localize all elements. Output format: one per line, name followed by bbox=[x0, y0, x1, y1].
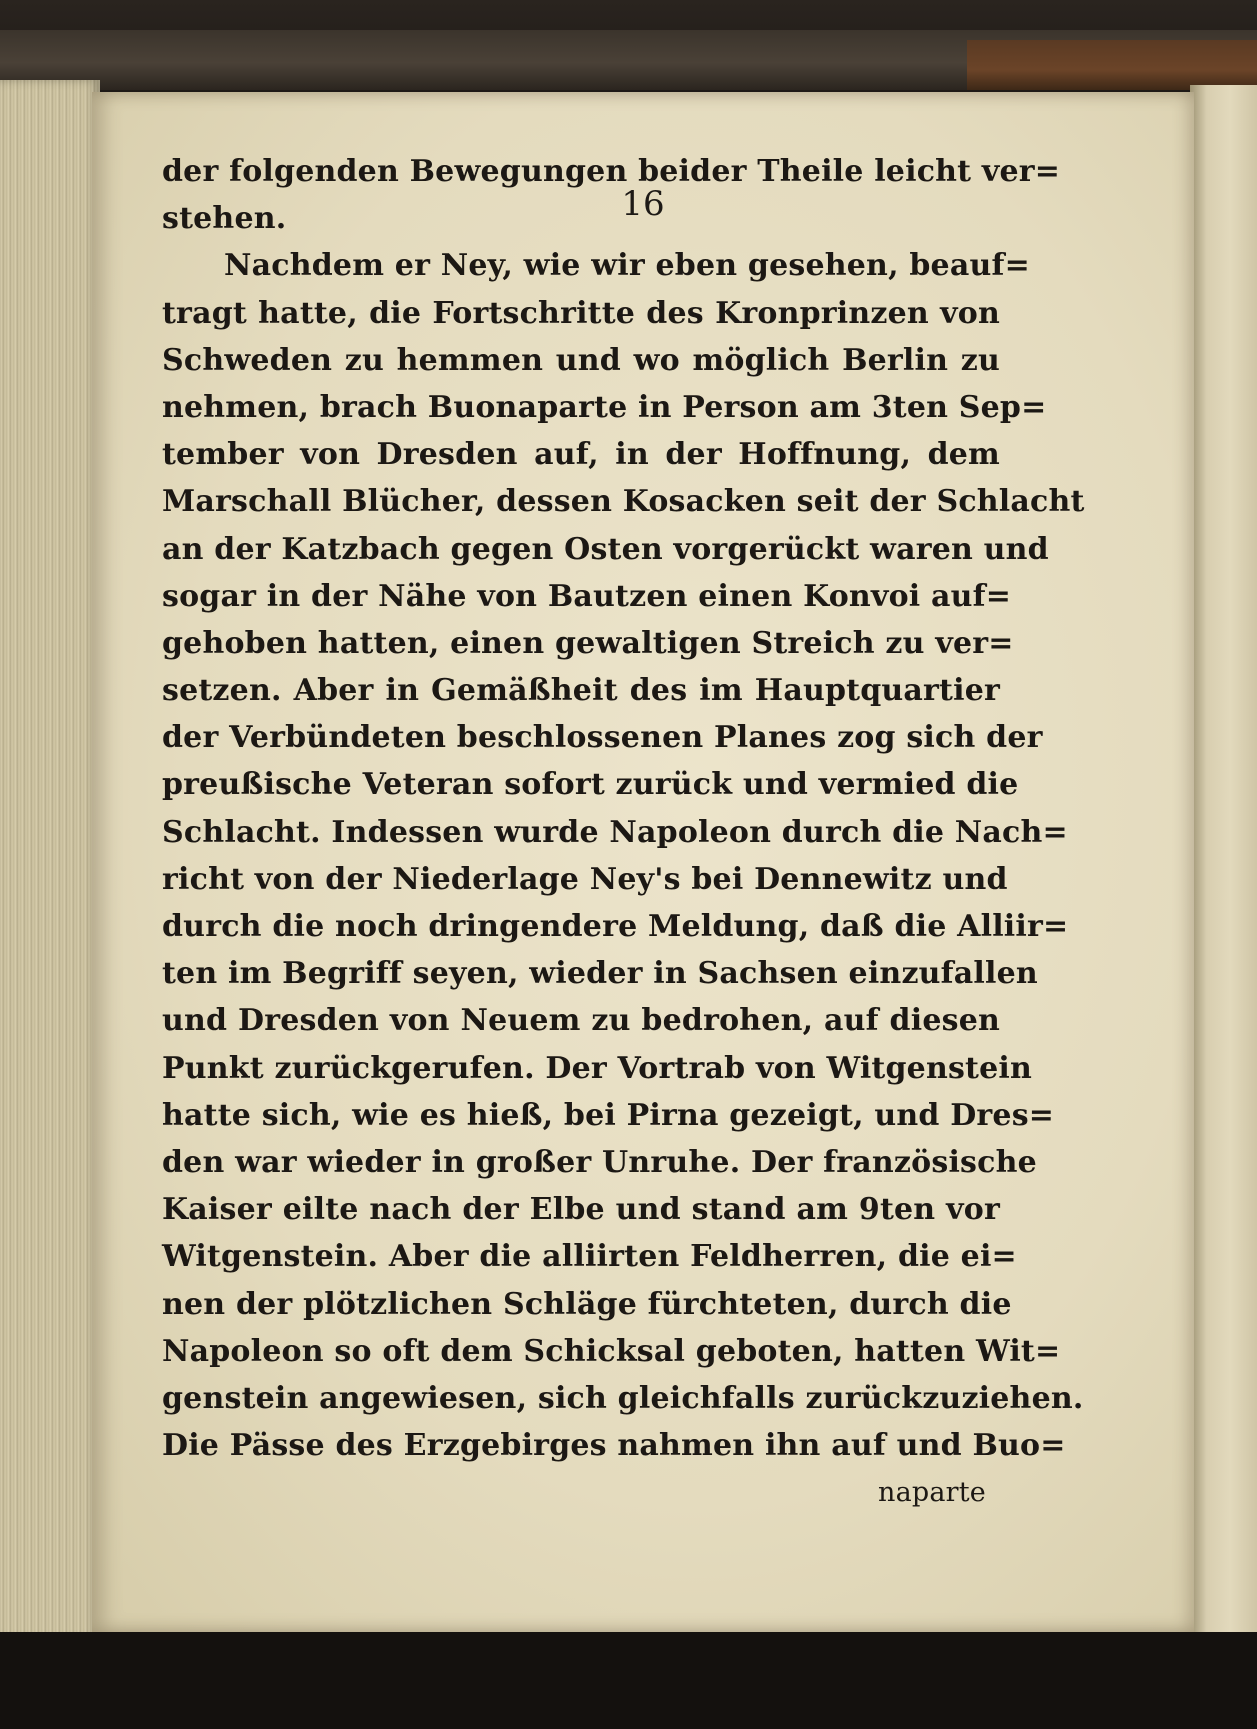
text-line: den war wieder in großer Unruhe. Der französische bbox=[162, 1144, 1037, 1180]
text-line: Witgenstein. Aber die alliirten Feldherren, die ei= bbox=[162, 1239, 1017, 1275]
text-line: richt von der Niederlage Ney's bei Dennewitz und bbox=[162, 861, 1008, 897]
text-line: stehen. bbox=[162, 201, 287, 237]
text-line: Punkt zurückgerufen. Der Vortrab von Witgenstein bbox=[162, 1050, 1033, 1086]
text-line: Die Pässe des Erzgebirges nahmen ihn auf und Buo= bbox=[162, 1428, 1066, 1464]
text-line: Nachdem er Ney, wie wir eben gesehen, beauf= bbox=[224, 248, 1030, 284]
text-line: Napoleon so oft dem Schicksal geboten, hatten Wit= bbox=[162, 1333, 1061, 1369]
text-line: tragt hatte, die Fortschritte des Kronprinzen von bbox=[162, 295, 1000, 331]
text-line: Kaiser eilte nach der Elbe und stand am 9ten vor bbox=[162, 1192, 1000, 1228]
text-line: genstein angewiesen, sich gleichfalls zurückzuziehen. bbox=[162, 1380, 1084, 1416]
text-line: preußische Veteran sofort zurück und vermied die bbox=[162, 767, 1019, 803]
text-line: der folgenden Bewegungen beider Theile leicht ver= bbox=[162, 154, 1061, 189]
page-block-edges bbox=[0, 80, 100, 1640]
text-line: durch die noch dringendere Meldung, daß die Alliir= bbox=[162, 909, 1069, 944]
adjacent-page-edge bbox=[1190, 85, 1257, 1645]
text-line: hatte sich, wie es hieß, bei Pirna gezeigt, und Dres= bbox=[162, 1097, 1055, 1133]
text-line: setzen. Aber in Gemäßheit des im Hauptquartier bbox=[162, 673, 1000, 709]
catchword: naparte bbox=[877, 1477, 986, 1509]
text-line: nen der plötzlichen Schläge fürchteten, durch die bbox=[162, 1286, 1012, 1322]
text-line: gehoben hatten, einen gewaltigen Streich zu ver= bbox=[162, 625, 1014, 661]
text-line: Schweden zu hemmen und wo möglich Berlin zu bbox=[162, 342, 1000, 378]
text-line: nehmen, brach Buonaparte in Person am 3ten Sep= bbox=[162, 389, 1047, 425]
text-line: tember von Dresden auf, in der Hoffnung, dem bbox=[162, 437, 1000, 473]
book-cover-leather-edge bbox=[967, 40, 1257, 90]
body-text bbox=[162, 148, 1085, 1516]
text-line: an der Katzbach gegen Osten vorgerückt waren und bbox=[162, 531, 1049, 567]
text-line: der Verbündeten beschlossenen Planes zog sich der bbox=[162, 720, 1043, 756]
text-line: sogar in der Nähe von Bautzen einen Konvoi auf= bbox=[162, 578, 1012, 614]
background-surface bbox=[0, 1632, 1257, 1729]
page-number: 16 bbox=[621, 184, 665, 224]
text-line: ten im Begriff seyen, wieder in Sachsen einzufallen bbox=[162, 956, 1038, 992]
text-line: Schlacht. Indessen wurde Napoleon durch die Nach= bbox=[162, 814, 1068, 850]
text-line: und Dresden von Neuem zu bedrohen, auf diesen bbox=[162, 1003, 1000, 1039]
text-line: Marschall Blücher, dessen Kosacken seit der Schlacht bbox=[162, 484, 1085, 520]
